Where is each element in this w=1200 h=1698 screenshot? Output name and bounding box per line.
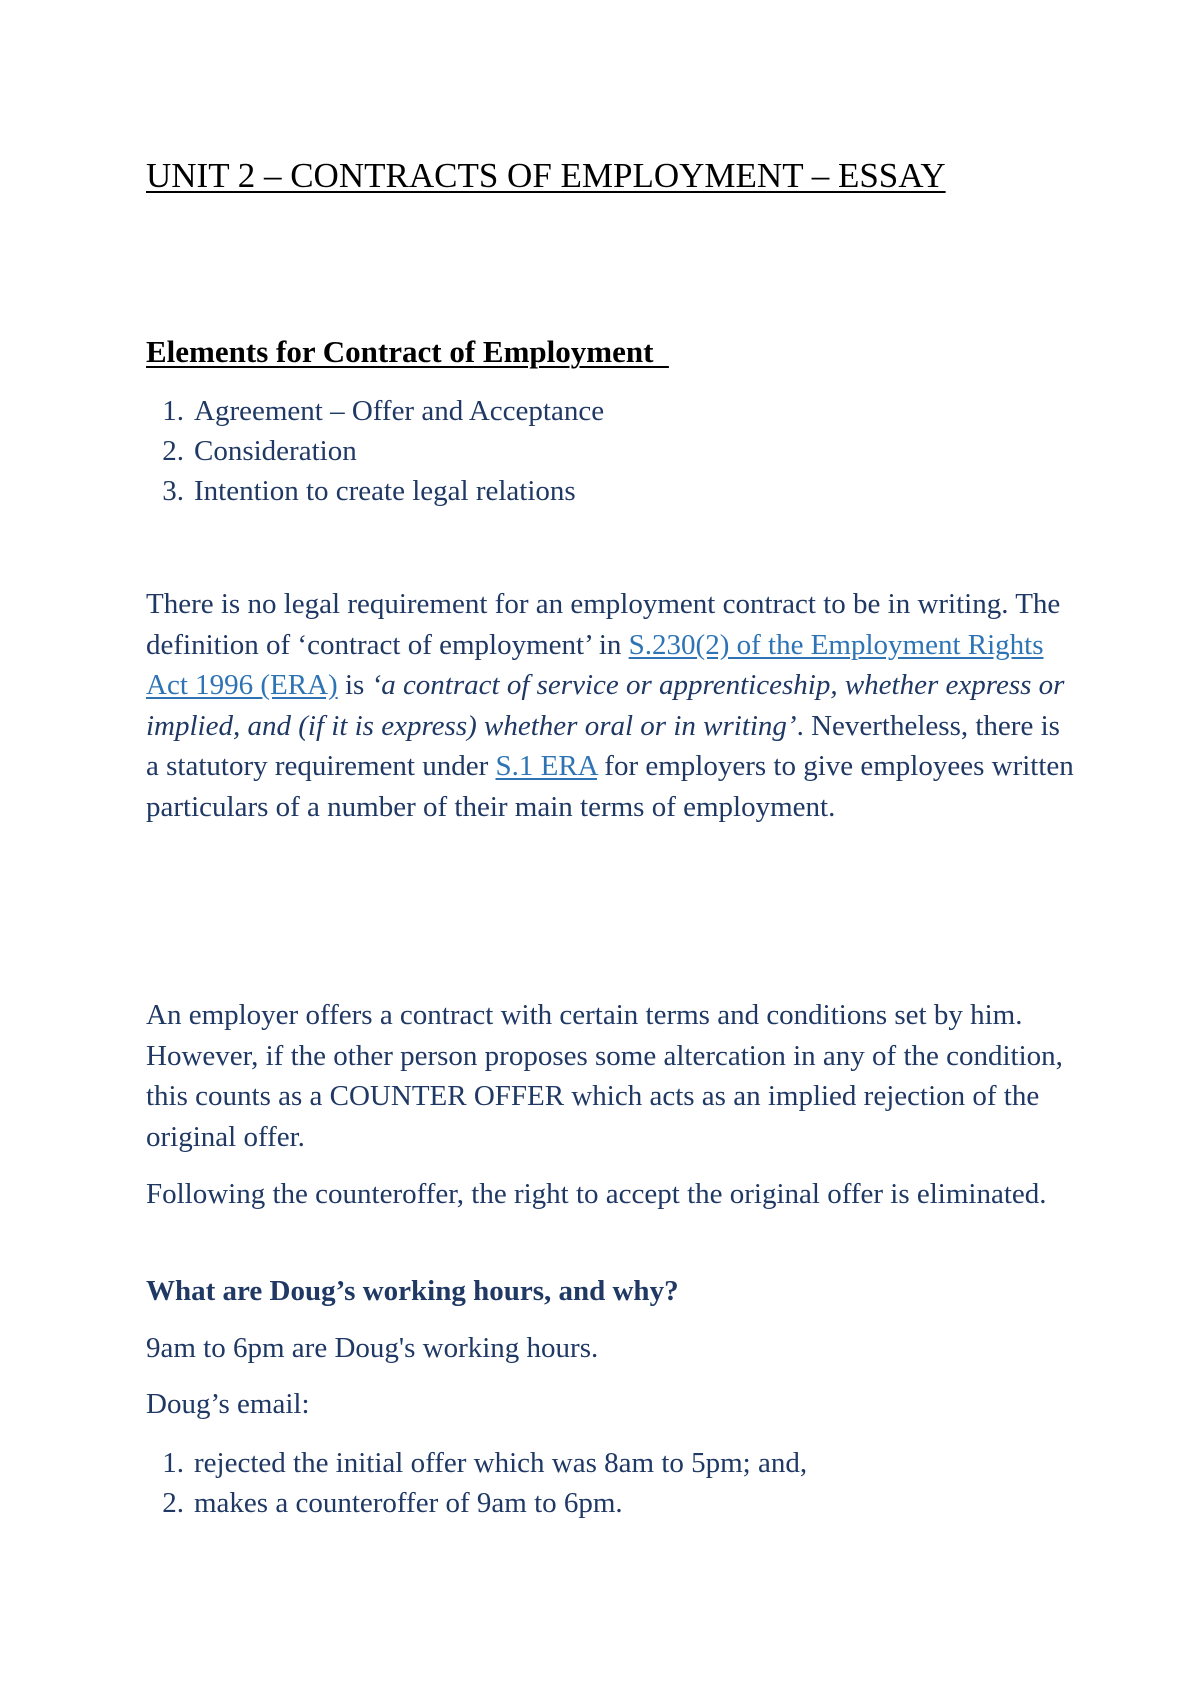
list-number: 2. <box>162 1487 184 1519</box>
list-item <box>146 1483 807 1523</box>
list-item-text: Agreement – Offer and Acceptance <box>194 395 605 427</box>
paragraph-text: for employers to give employees written particulars of a number of their main terms of employment. <box>146 750 1074 823</box>
list-number: 2. <box>162 435 184 467</box>
list-item-text: Intention to create legal relations <box>194 475 576 507</box>
list-item-text: makes a counteroffer of 9am to 6pm. <box>194 1487 623 1519</box>
paragraph-counter-offer: An employer offers a contract with certain terms and conditions set by him. However, if the other person proposes some altercation in any of the condition, this counts as a COUNTER OFFER which acts as an implied rejection of the original offer. <box>146 999 1063 1153</box>
document-title: UNIT 2 – CONTRACTS OF EMPLOYMENT – ESSAY <box>146 156 946 195</box>
statutory-quote: ‘a contract of service or apprenticeship, whether express or implied, and (if it is express) whether oral or in writing’ <box>146 669 1065 742</box>
section-heading: Elements for Contract of Employment <box>146 334 669 369</box>
era-s230-link[interactable]: S.230(2) of the Employment Rights Act 1996 (ERA) <box>146 628 1044 701</box>
era-s1-link[interactable]: S.1 ERA <box>495 750 598 782</box>
list-item-text: Consideration <box>194 435 357 467</box>
email-list <box>146 1443 807 1523</box>
list-item <box>146 431 604 471</box>
answer-text: 9am to 6pm are Doug's working hours. <box>146 1332 599 1364</box>
list-item <box>146 391 604 431</box>
list-number: 3. <box>162 475 184 507</box>
elements-list <box>146 391 604 511</box>
paragraph-text: is <box>337 669 372 701</box>
paragraph-legal-requirement <box>146 584 1076 827</box>
email-intro-text: Doug’s email: <box>146 1388 310 1420</box>
paragraph-text: . Nevertheless, there is a statutory requirement under <box>146 709 1060 782</box>
list-number: 1. <box>162 395 184 427</box>
paragraph-text: There is no legal requirement for an employment contract to be in writing. The definition of ‘contract of employment’ in <box>146 588 1061 661</box>
question-heading: What are Doug’s working hours, and why? <box>146 1275 679 1307</box>
list-number: 1. <box>162 1447 184 1479</box>
list-item <box>146 471 604 511</box>
paragraph-counteroffer-effect: Following the counteroffer, the right to accept the original offer is eliminated. <box>146 1178 1047 1210</box>
list-item-text: rejected the initial offer which was 8am to 5pm; and, <box>194 1447 808 1479</box>
list-item <box>146 1443 807 1483</box>
